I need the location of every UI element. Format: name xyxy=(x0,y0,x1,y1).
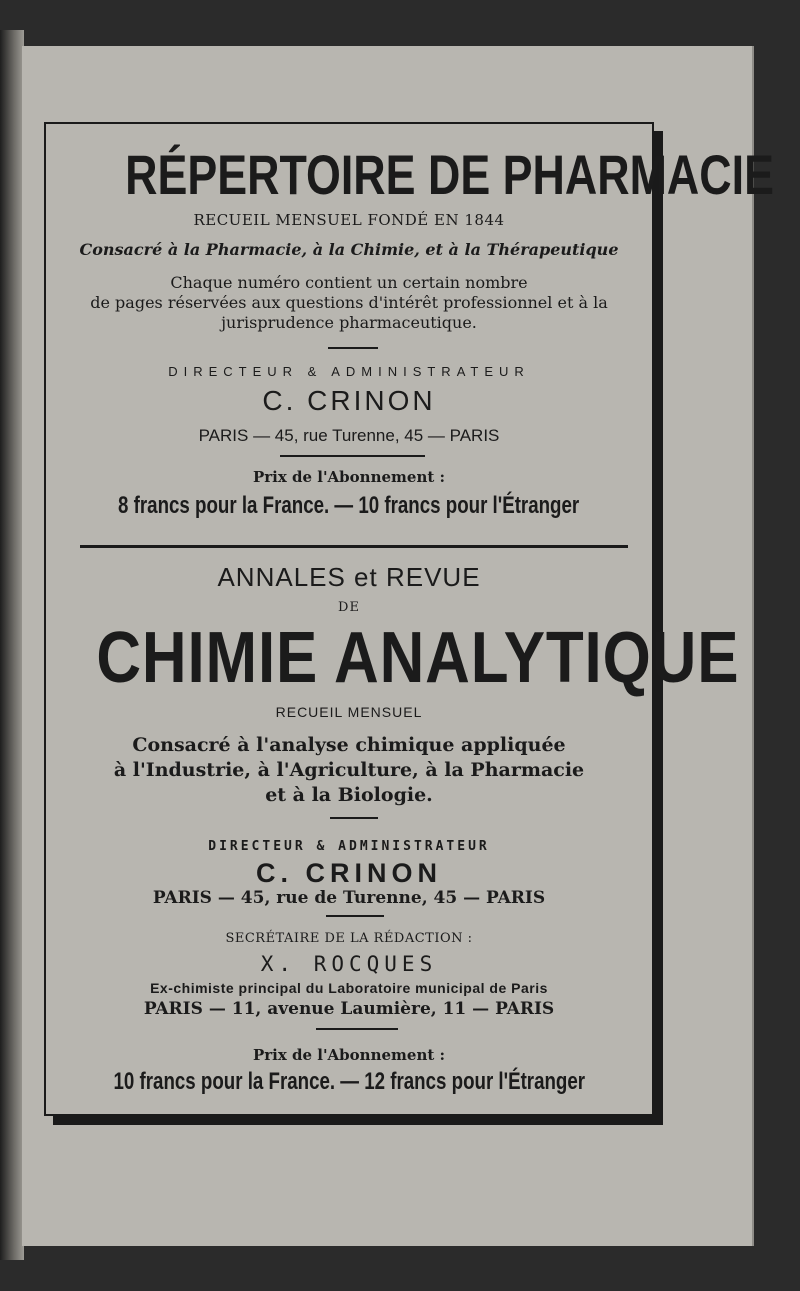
annales-secretary-address: PARIS — 11, avenue Laumière, 11 — PARIS xyxy=(143,999,555,1019)
repertoire-price-label: Prix de l'Abonnement : xyxy=(252,468,446,486)
divider xyxy=(326,915,384,917)
section-divider xyxy=(80,545,628,548)
annales-secretary: X. ROCQUES xyxy=(260,952,438,976)
repertoire-director: C. CRINON xyxy=(262,385,436,416)
annales-director: C. CRINON xyxy=(256,858,442,888)
annales-title-1: ANNALES et REVUE xyxy=(217,562,481,592)
annales-description-2: à l'Industrie, à l'Agriculture, à la Pharmacie xyxy=(113,759,585,781)
annales-description-1: Consacré à l'analyse chimique appliquée xyxy=(132,734,566,756)
repertoire-description-1: Chaque numéro contient un certain nombre xyxy=(170,273,528,292)
annales-title-2: DE xyxy=(338,600,360,615)
annales-title-3-wrap xyxy=(44,617,740,699)
repertoire-description-3: jurisprudence pharmaceutique. xyxy=(221,313,477,332)
annales-price-label: Prix de l'Abonnement : xyxy=(252,1046,446,1064)
divider xyxy=(316,1028,398,1030)
book-spine xyxy=(0,30,24,1260)
annales-secretary-title: Ex-chimiste principal du Laboratoire municipal de Paris xyxy=(150,980,548,996)
divider xyxy=(330,817,378,819)
repertoire-title: RÉPERTOIRE DE PHARMACIE xyxy=(125,143,774,206)
repertoire-title-wrap xyxy=(44,142,774,207)
annales-secretary-label: SECRÉTAIRE DE LA RÉDACTION : xyxy=(225,931,473,946)
repertoire-description-2: de pages réservées aux questions d'intérêt professionnel et à la xyxy=(90,293,608,312)
divider xyxy=(280,455,425,457)
annales-title-3: CHIMIE ANALYTIQUE xyxy=(96,618,740,698)
repertoire-subtitle: RECUEIL MENSUEL FONDÉ EN 1844 xyxy=(193,211,505,229)
repertoire-role: DIRECTEUR & ADMINISTRATEUR xyxy=(168,364,530,379)
annales-role: DIRECTEUR & ADMINISTRATEUR xyxy=(208,839,490,854)
annales-price: 10 francs pour la France. — 12 francs pour l'Étranger xyxy=(113,1068,585,1095)
annales-price-wrap xyxy=(44,1068,654,1096)
repertoire-address: PARIS — 45, rue Turenne, 45 — PARIS xyxy=(198,426,500,445)
repertoire-price: 8 francs pour la France. — 10 francs pour l'Étranger xyxy=(118,492,580,519)
repertoire-price-wrap xyxy=(44,492,654,520)
annales-description-3: et à la Biologie. xyxy=(265,784,433,806)
annales-address: PARIS — 45, rue de Turenne, 45 — PARIS xyxy=(152,888,546,908)
annales-subtitle: RECUEIL MENSUEL xyxy=(275,704,423,720)
repertoire-dedication: Consacré à la Pharmacie, à la Chimie, et à la Thérapeutique xyxy=(79,240,619,259)
divider xyxy=(328,347,378,349)
